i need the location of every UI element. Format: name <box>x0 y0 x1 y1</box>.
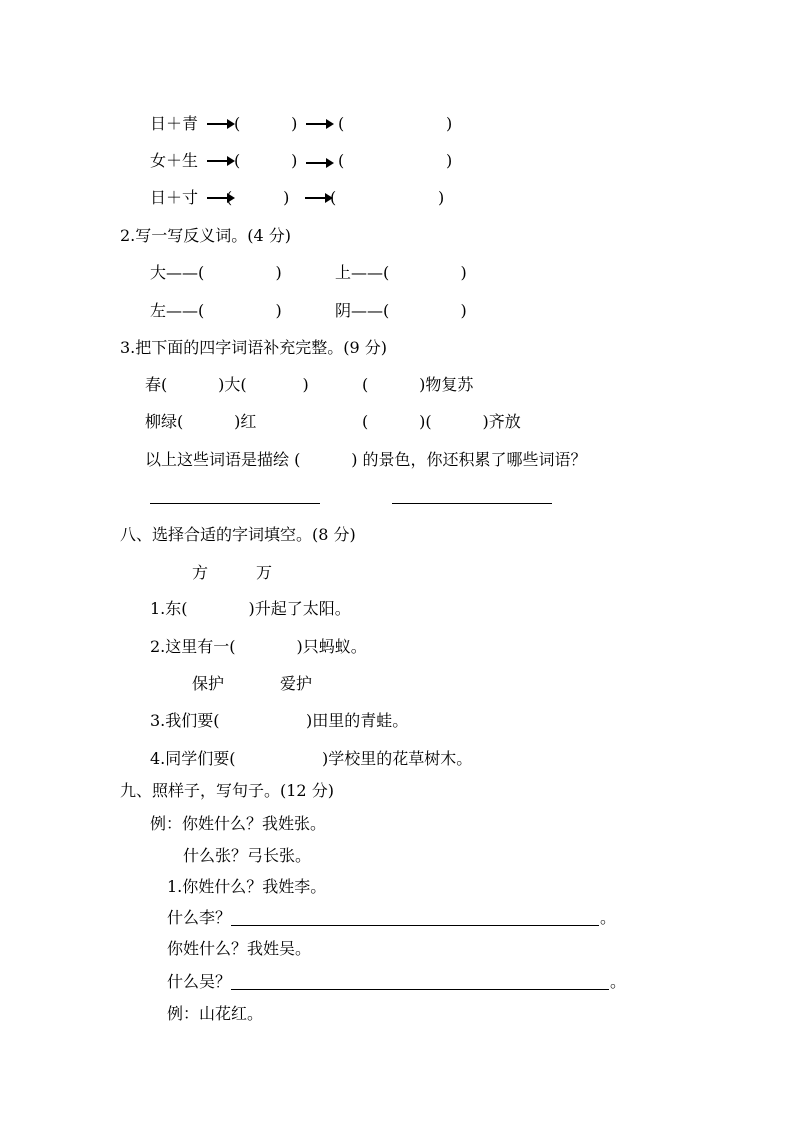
antonym-blank[interactable]: 阴——( ) <box>335 301 467 320</box>
idiom-blank[interactable]: 春( )大( ) <box>145 375 309 394</box>
word-choice: 万 <box>256 563 273 582</box>
scene-question[interactable]: 以上这些词语是描绘 ( ) 的景色，你还积累了哪些词语？ <box>145 450 587 469</box>
exercise-line: 你姓什么？我姓吴。 <box>167 939 312 958</box>
antonym-blank[interactable]: 上——( ) <box>335 263 467 282</box>
section-8-title: 八、选择合适的字词填空。(8 分) <box>120 525 356 544</box>
example-line: 例：你姓什么？我姓张。 <box>150 814 327 833</box>
exercise-prompt: 什么吴？ <box>167 972 232 991</box>
section-9-title: 九、照样子，写句子。(12 分) <box>120 781 334 800</box>
exercise-prompt: 什么李？ <box>167 908 232 927</box>
answer-line[interactable] <box>231 989 609 990</box>
fill-item[interactable]: 4.同学们要( )学校里的花草树木。 <box>150 749 473 768</box>
q2-title: 2.写一写反义词。(4 分) <box>120 226 292 245</box>
word-choice: 爱护 <box>280 674 313 693</box>
word-choice: 方 <box>192 563 209 582</box>
arrow-icon <box>306 118 334 130</box>
fill-item[interactable]: 1.东( )升起了太阳。 <box>150 599 351 618</box>
idiom-blank[interactable]: ( )( )齐放 <box>362 412 521 431</box>
arrow-icon <box>306 157 334 169</box>
compose-blank-1[interactable]: ( ) <box>226 188 290 207</box>
antonym-blank[interactable]: 左——( ) <box>150 301 282 320</box>
word-choice: 保护 <box>192 674 225 693</box>
arrow-icon <box>207 155 235 167</box>
compose-left: 日＋青 <box>150 114 199 133</box>
antonym-blank[interactable]: 大——( ) <box>150 263 282 282</box>
compose-left: 日＋寸 <box>150 188 199 207</box>
compose-blank-1[interactable]: ( ) <box>234 114 298 133</box>
compose-blank-2[interactable]: ( ) <box>338 114 453 133</box>
answer-line[interactable] <box>150 503 320 504</box>
arrow-icon <box>305 192 333 204</box>
example-line: 什么张？弓长张。 <box>183 846 312 865</box>
q3-title: 3.把下面的四字词语补充完整。(9 分) <box>120 338 388 357</box>
answer-line[interactable] <box>392 503 552 504</box>
fill-item[interactable]: 3.我们要( )田里的青蛙。 <box>150 711 409 730</box>
idiom-blank[interactable]: 柳绿( )红 <box>145 412 257 431</box>
line-end-mark: 。 <box>600 908 617 927</box>
compose-blank-2[interactable]: ( ) <box>338 151 453 170</box>
line-end-mark: 。 <box>610 972 627 991</box>
compose-left: 女＋生 <box>150 151 199 170</box>
fill-item[interactable]: 2.这里有一( )只蚂蚁。 <box>150 637 367 656</box>
exercise-line: 1.你姓什么？我姓李。 <box>167 877 327 896</box>
arrow-icon <box>207 118 235 130</box>
answer-line[interactable] <box>231 925 599 926</box>
example-line: 例：山花红。 <box>167 1004 264 1023</box>
idiom-blank[interactable]: ( )物复苏 <box>362 375 474 394</box>
compose-blank-1[interactable]: ( ) <box>234 151 298 170</box>
compose-blank-2[interactable]: ( ) <box>330 188 445 207</box>
